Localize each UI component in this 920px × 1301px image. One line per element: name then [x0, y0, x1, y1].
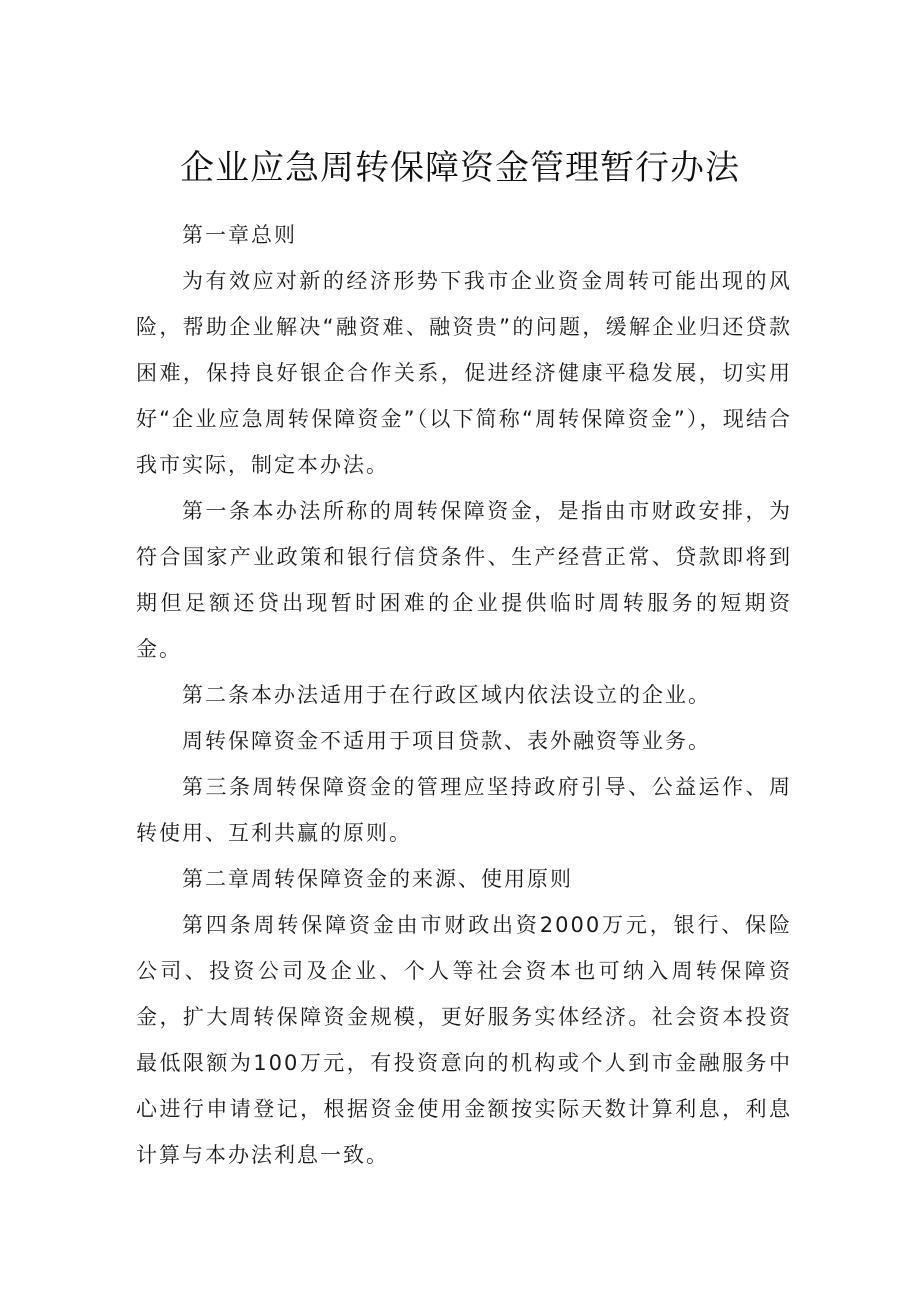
chapter-heading: 第二章周转保障资金的来源、使用原则 [182, 867, 573, 891]
paragraph: 第三条周转保障资金的管理应坚持政府引导、公益运作、周转使用、互利共赢的原则。 [136, 775, 792, 845]
document-title: 企业应急周转保障资金管理暂行办法 [180, 148, 740, 188]
paragraph: 为有效应对新的经济形势下我市企业资金周转可能出现的风险，帮助企业解决“融资难、融资贵”的问题，缓解企业归还贷款困难，保持良好银企合作关系，促进经济健康平稳发展，切实用好“企业应急周转保障资金”（以下简称“周转保障资金”），现结合我市实际，制定本办法。 [136, 269, 792, 477]
paragraph: 第二条本办法适用于在行政区域内依法设立的企业。 [182, 683, 711, 707]
paragraph: 第一条本办法所称的周转保障资金，是指由市财政安排，为符合国家产业政策和银行信贷条件、生产经营正常、贷款即将到期但足额还贷出现暂时困难的企业提供临时周转服务的短期资金。 [136, 499, 792, 661]
chapter-heading: 第一章总则 [182, 223, 297, 247]
paragraph: 第四条周转保障资金由市财政出资2000万元，银行、保险公司、投资公司及企业、个人等社会资本也可纳入周转保障资金，扩大周转保障资金规模，更好服务实体经济。社会资本投资最低限额为100万元，有投资意向的机构或个人到市金融服务中心进行申请登记，根据资金使用金额按实际天数计算利息，利息计算与本办法利息一致。 [136, 913, 792, 1167]
paragraph: 周转保障资金不适用于项目贷款、表外融资等业务。 [182, 729, 711, 753]
document-body [136, 212, 792, 1178]
